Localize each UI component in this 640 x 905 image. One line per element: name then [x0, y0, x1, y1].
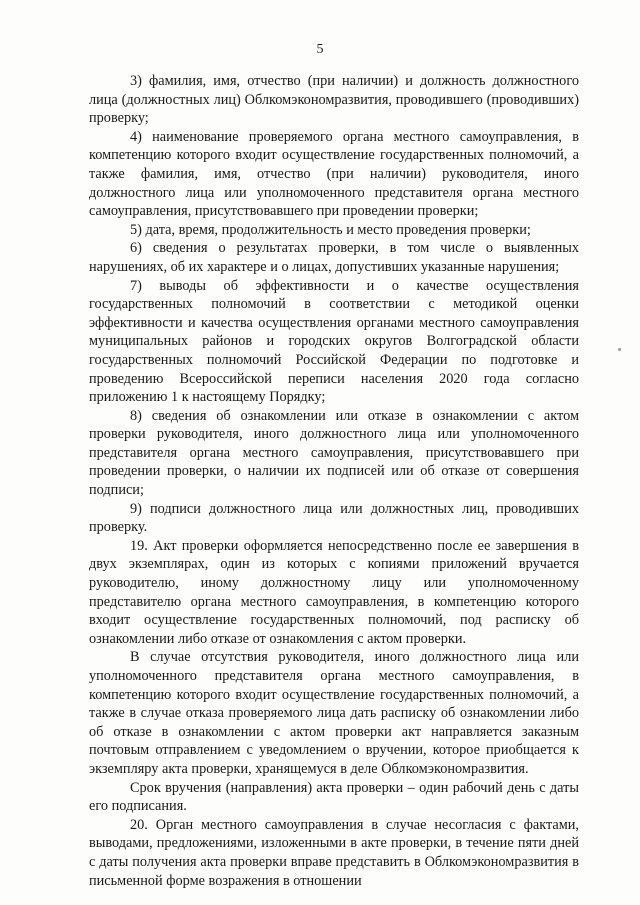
- clause-19-absence-paragraph: В случае отсутствия руководителя, иного должностного лица или уполномоченного представителя органа местного самоуправления, в компетенцию которого входит осуществление государственных полномочий, а также в случае отказа проверяемого лица дать расписку об ознакомлении либо об отказе в ознакомлении с актом проверки акт направляется заказным почтовым отправлением с уведомлением о вручении, которое приобщается к экземпляру акта проверки, хранящемуся в деле Облкомэкономразвития.: [89, 649, 579, 777]
- scan-speck: [618, 348, 621, 351]
- list-item-8: 8) сведения об ознакомлении или отказе в ознакомлении с актом проверки руководителя, иного должностного лица или уполномоченного представителя органа местного самоуправления, присутствовавшего при проведении проверки, о наличии их подписей или об отказе от совершения подписи;: [89, 407, 579, 499]
- list-item-7: 7) выводы об эффективности и о качестве осуществления государственных полномочий в соответствии с методикой оценки эффективности и качества осуществления органами местного самоуправления муниципальных районов и городских округов Волгоградской области государственных полномочий Российской Федерации по подготовке и проведению Всероссийской переписи населения 2020 года согласно приложению 1 к настоящему Порядку;: [89, 277, 579, 406]
- clause-20: 20. Орган местного самоуправления в случае несогласия с фактами, выводами, предложениями, изложенными в акте проверки, в течение пяти дней с даты получения акта проверки вправе представить в Облкомэкономразвития в письменной форме возражения в отношении: [89, 816, 579, 889]
- clause-19-deadline-paragraph: Срок вручения (направления) акта проверки – один рабочий день с даты его подписания.: [89, 779, 579, 815]
- clause-19: 19. Акт проверки оформляется непосредственно после ее завершения в двух экземплярах, один из которых с копиями приложений вручается руководителю, иному должностному лицу или уполномоченному представителю органа местного самоуправления, в компетенцию которого входит осуществление государственных полномочий, под расписку об ознакомлении либо отказе от ознакомления с актом проверки.: [89, 537, 579, 647]
- list-item-6: 6) сведения о результатах проверки, в том числе о выявленных нарушениях, об их характере и о лицах, допустивших указанные нарушения;: [89, 240, 579, 275]
- list-item-5: 5) дата, время, продолжительность и место проведения проверки;: [130, 221, 531, 238]
- document-body: [89, 72, 579, 890]
- list-item-3: 3) фамилия, имя, отчество (при наличии) и должность должностного лица (должностных лиц) Облкомэкономразвития, проводившего (проводивших) проверку;: [89, 73, 579, 127]
- page-number: 5: [316, 42, 324, 57]
- list-item-9: 9) подписи должностного лица или должностных лиц, проводивших проверку.: [89, 500, 579, 536]
- list-item-4: 4) наименование проверяемого органа местного самоуправления, в компетенцию которого входит осуществление государственных полномочий, а также фамилия, имя, отчество (при наличии) руководителя, иного должностного лица или уполномоченного представителя органа местного самоуправления, присутствовавшего при проведении проверки;: [89, 128, 579, 220]
